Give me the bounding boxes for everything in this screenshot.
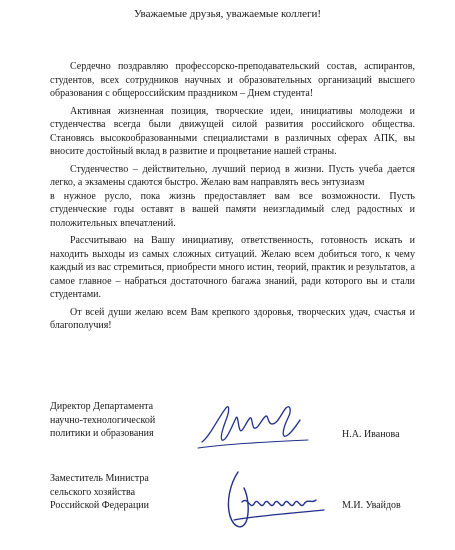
paragraph-youth-initiative: Активная жизненная позиция, творческие идеи, инициативы молодежи и студенчества всегда были движущей силой развития российского общества. Становясь высокообразованными специалистами в различных сферах АПК, вы вносите достойный вклад в развитие и процветание нашей страны.	[50, 105, 415, 157]
paragraph-wishes: От всей души желаю всем Вам крепкого здоровья, творческих удач, счастья и благополучия!	[50, 306, 415, 331]
signature-1-image	[196, 396, 314, 456]
position-line: политики и образования	[50, 428, 154, 439]
paragraph-student-years: Студенчество – действительно, лучший период в жизни. Пусть учеба дается легко, а экзамены сдаются быстро. Желаю вам направлять весь энтузиазм	[50, 163, 415, 188]
position-line: Заместитель Министра	[50, 473, 149, 484]
signatory-2-position	[50, 472, 149, 513]
letter-body	[50, 60, 415, 337]
paragraph-congratulation: Сердечно поздравляю профессорско-преподавательский состав, аспирантов, студентов, всех сотрудников научных и образовательных организаций высшего образования с общероссийским праздником – Днем студента!	[50, 61, 415, 99]
signatory-1-name: Н.А. Иванова	[342, 429, 400, 440]
signature-2-image	[220, 462, 330, 540]
position-line: научно-технологической	[50, 414, 156, 426]
position-line: Директор Департамента	[50, 401, 154, 412]
signatory-2-name: М.И. Увайдов	[342, 500, 401, 511]
paragraph-initiative: Рассчитываю на Вашу инициативу, ответственность, готовность искать и находить выходы из самых сложных ситуаций. Желаю всем добиться того, к чему каждый из вас стремиться, приобрести много истин, теорий, практик и результатов, а самое главное – набраться достаточного багажа знаний, ради которого вы и стали студентами.	[50, 235, 415, 300]
paragraph-student-years-cont: в нужное русло, пока жизнь предоставляет вам все возможности. Пусть студенческие годы оставят в вашей памяти неизгладимый след радостных и положительных впечатлений.	[50, 190, 415, 229]
position-line: Российской Федерации	[50, 500, 150, 511]
signatory-1-position	[50, 400, 155, 441]
position-line: сельского хозяйства	[50, 486, 136, 498]
letter-greeting: Уважаемые друзья, уважаемые коллеги!	[133, 8, 322, 20]
